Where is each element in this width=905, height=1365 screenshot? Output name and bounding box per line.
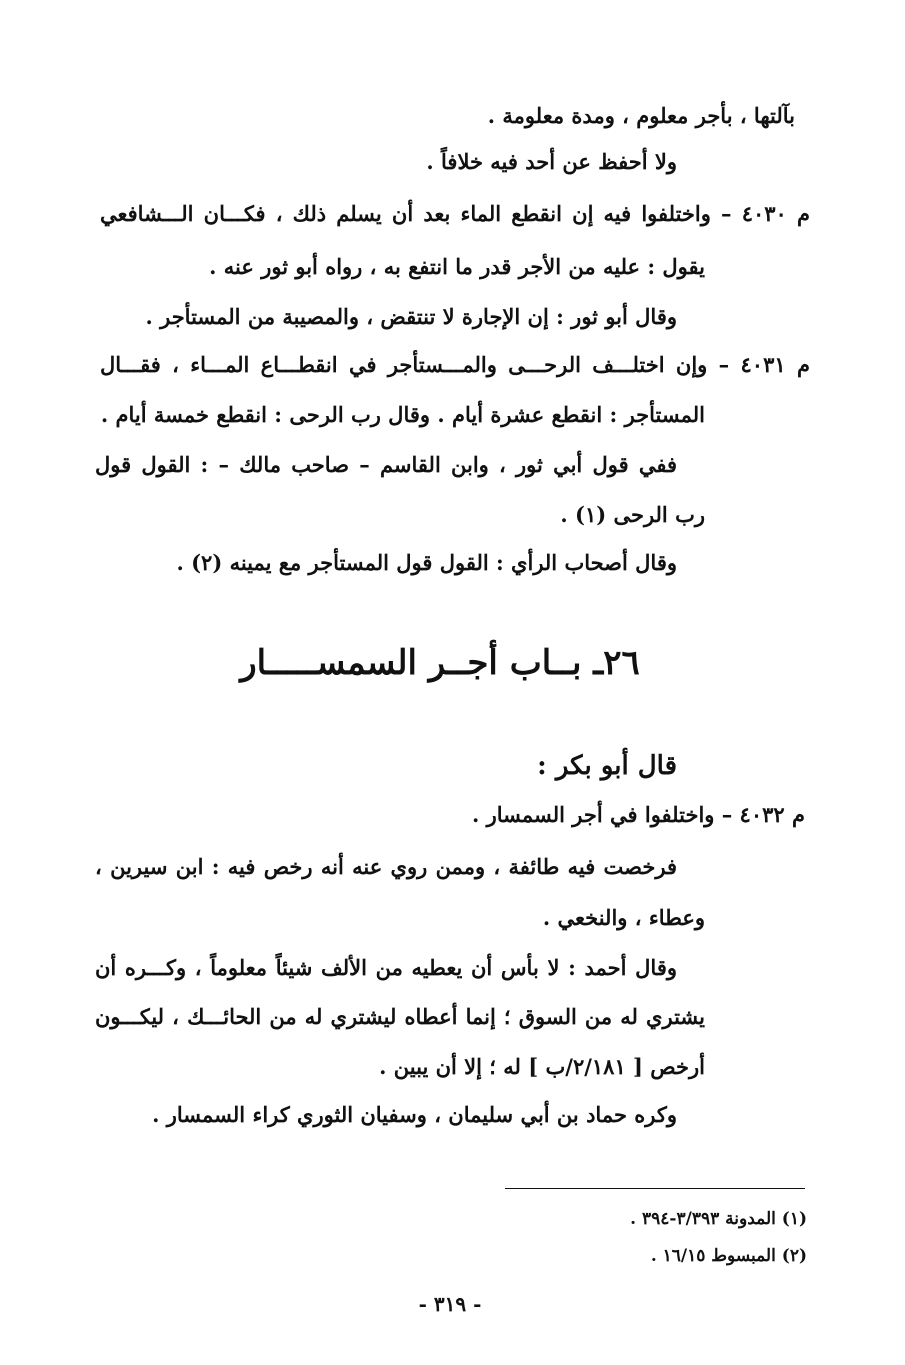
body-line: وعطاء ، والنخعي .	[542, 905, 705, 930]
chapter-title: ٢٦ـ بــاب أجــر السمســـــار	[240, 643, 640, 683]
body-line: وكره حماد بن أبي سليمان ، وسفيان الثوري كراء السمسار .	[152, 1102, 677, 1127]
section-intro: قال أبو بكر :	[537, 751, 677, 781]
body-line: يشتري له من السوق ؛ إنما أعطاه ليشتري له من الحائـــك ، ليكـــون	[95, 1004, 705, 1029]
body-line: ففي قول أبي ثور ، وابن القاسم – صاحب مالك – : القول قول	[95, 452, 677, 477]
issue-4031-line: م ٤٠٣١ – وإن اختلـــف الرحـــى والمـــستأجر في انقطـــاع المـــاء ، فقـــال	[100, 352, 810, 377]
body-line: وقال أحمد : لا بأس أن يعطيه من الألف شيئاً معلوماً ، وكـــره أن	[95, 955, 677, 980]
body-line: ولا أحفظ عن أحد فيه خلافاً .	[426, 149, 677, 174]
body-line: رب الرحى (١) .	[560, 502, 705, 527]
body-line: أرخص [ ٢/١٨١/ب ] له ؛ إلا أن يبين .	[379, 1054, 705, 1079]
body-line: وقال أصحاب الرأي : القول قول المستأجر مع يمينه (٢) .	[176, 550, 677, 575]
body-line: يقول : عليه من الأجر قدر ما انتفع به ، رواه أبو ثور عنه .	[209, 254, 705, 279]
footnote: (١) المدونة ٣/٣٩٣-٣٩٤ .	[630, 1209, 807, 1229]
footnote: (٢) المبسوط ١٦/١٥ .	[650, 1246, 807, 1266]
body-line: وقال أبو ثور : إن الإجارة لا تنتقض ، والمصيبة من المستأجر .	[145, 304, 677, 329]
body-line: فرخصت فيه طائفة ، وممن روي عنه أنه رخص فيه : ابن سيرين ،	[95, 854, 677, 879]
issue-4030-line: م ٤٠٣٠ – واختلفوا فيه إن انقطع الماء بعد أن يسلم ذلك ، فكـــان الـــشافعي	[100, 201, 810, 226]
issue-4032-line: م ٤٠٣٢ – واختلفوا في أجر السمسار .	[471, 802, 805, 827]
footnote-separator	[505, 1188, 805, 1189]
body-line: بآلتها ، بأجر معلوم ، ومدة معلومة .	[487, 103, 795, 128]
page-number: - ٣١٩ -	[418, 1292, 482, 1316]
body-line: المستأجر : انقطع عشرة أيام . وقال رب الرحى : انقطع خمسة أيام .	[100, 402, 705, 427]
